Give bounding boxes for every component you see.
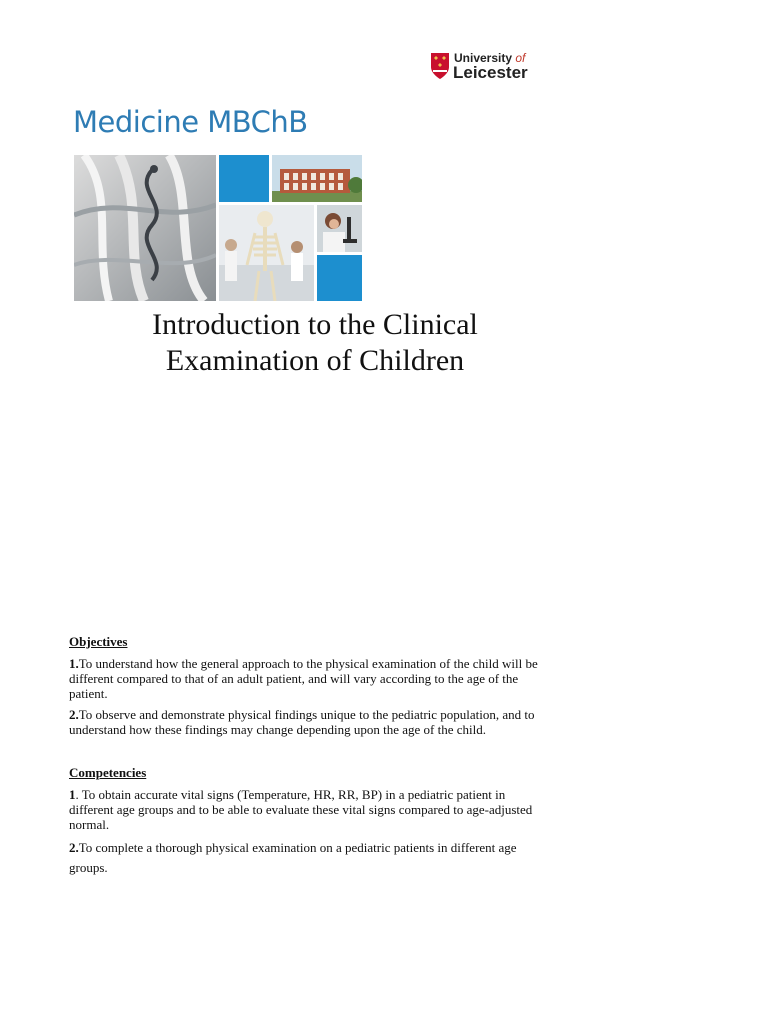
blue-tile [219,155,269,202]
sculpture-photo [74,155,216,301]
document-title [100,307,530,379]
logo-line1: University of [454,51,526,65]
objective-item: 2.To observe and demonstrate physical findings unique to the pediatric population, and to understand how these findings may change depending upon the age of the child. [69,707,535,737]
banner-title: Medicine MBChB [73,105,308,139]
microscope-photo [317,205,362,252]
objectives-heading: Objectives [69,634,128,649]
title-line1: Introduction to the Clinical [152,308,478,341]
logo-line2: Leicester [453,63,528,82]
title-line2: Examination of Children [165,344,465,377]
banner-collage [74,155,362,301]
competency-item: 2.To complete a thorough physical examination on a pediatric patients in different age groups. [69,840,517,875]
building-photo [272,155,362,202]
university-crest-icon [430,52,450,80]
competency-item: 1. To obtain accurate vital signs (Temperature, HR, RR, BP) in a pediatric patient in different age groups and to be able to evaluate these vital signs compared to age-adjusted normal. [69,787,533,832]
skeleton-photo [219,205,314,301]
objective-item: 1.To understand how the general approach to the physical examination of the child will be different compared to that of an adult patient, and will vary according to the age of the patient. [69,656,538,701]
competencies-heading: Competencies [69,765,147,780]
blue-tile-bottom [317,255,362,301]
document-body [69,634,539,884]
university-logo [430,52,545,84]
